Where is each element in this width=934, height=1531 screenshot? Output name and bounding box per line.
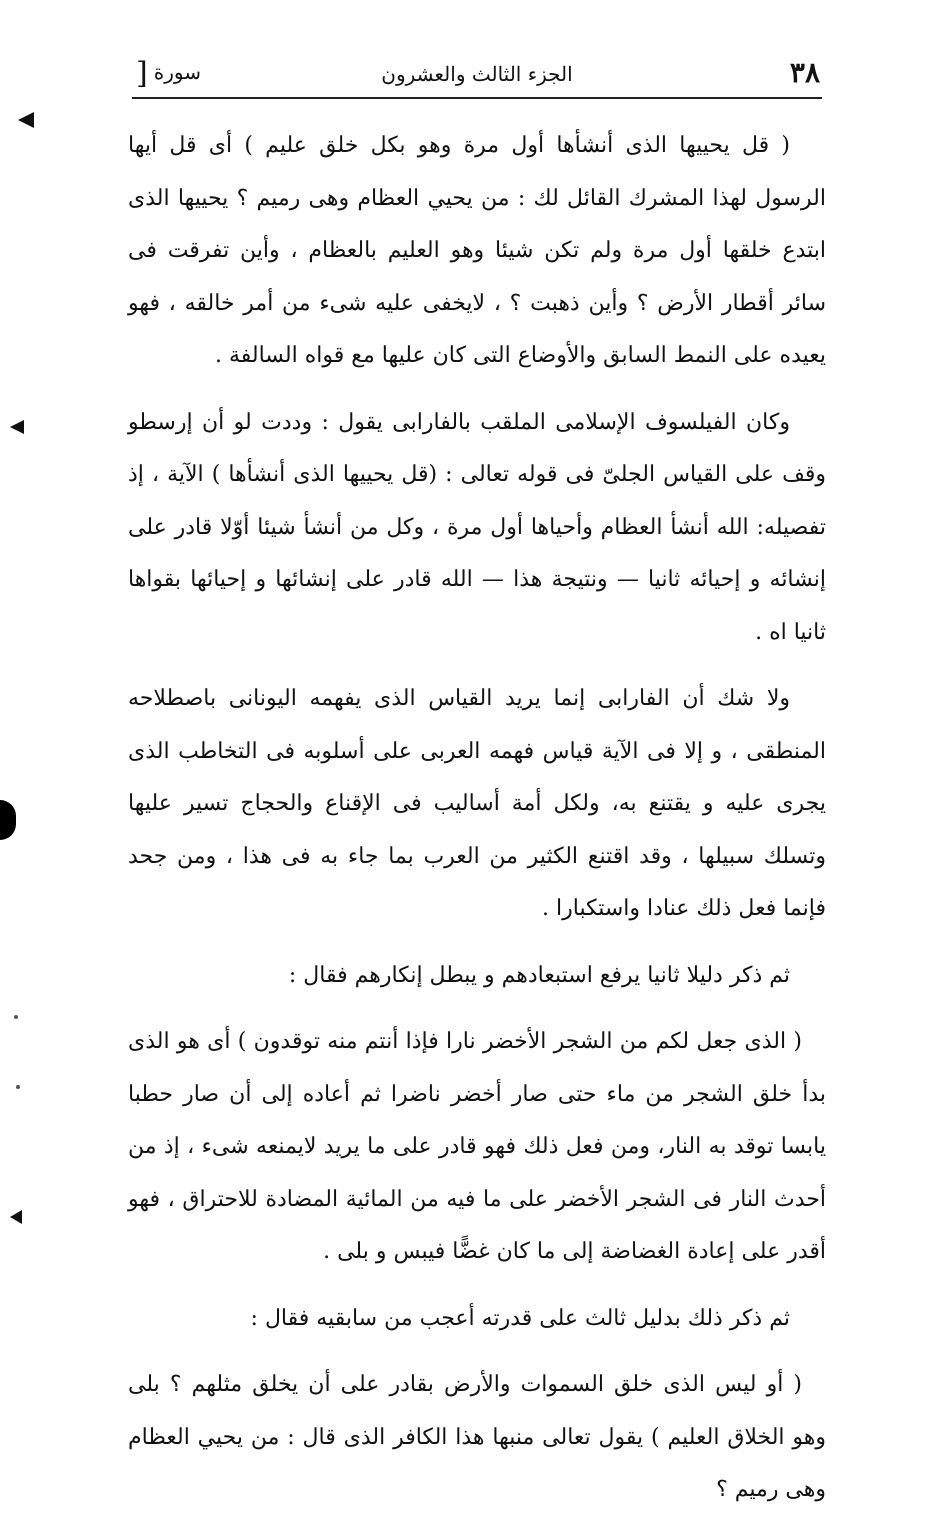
scan-mark-middle xyxy=(0,800,16,840)
running-head: الجزء الثالث والعشرون xyxy=(381,62,573,86)
paragraph-3: ولا شك أن الفارابى إنما يريد القياس الذى يفهمه اليونانى باصطلاحه المنطقى ، و إلا فى الآية قياس فهمه العربى على أسلوبه فى التخاطب الذى يجرى عليه و يقتنع به، ولكل أمة أساليب فى الإقناع والحجاج تسير عليها وتسلك سبيلها ، وقد اقتنع الكثير من العرب بما جاء به فى هذا ، ومن جحد فإنما فعل ذلك عنادا واستكبارا . xyxy=(128,686,826,921)
paragraph-7: ( أو ليس الذى خلق السموات والأرض بقادر على أن يخلق مثلهم ؟ بلى وهو الخلاق العليم ) يقول تعالى منبها هذا الكافر الذى قال : من يحيي العظام وهى رميم ؟ xyxy=(128,1372,826,1502)
paragraph-5: ( الذى جعل لكم من الشجر الأخضر نارا فإذا أنتم منه توقدون ) أى هو الذى بدأ خلق الشجر من ماء حتى صار أخضر ناضرا ثم أعاده إلى أن صار حطبا يابسا توقد به النار، ومن فعل ذلك فهو قادر على ما يريد لايمنعه شىء ، إذ من أحدث النار فى الشجر الأخضر على ما فيه من المائية المضادة للاحتراق ، فهو أقدر على إعادة الغضاضة إلى ما كان غضًّا فيبس و بلى . xyxy=(128,1029,826,1264)
page-header xyxy=(132,52,822,98)
scan-mark-upper xyxy=(10,420,24,434)
scan-speck xyxy=(16,1085,20,1089)
paragraph-2: وكان الفيلسوف الإسلامى الملقب بالفارابى يقول : وددت لو أن إرسطو وقف على القياس الجلىّ فى قوله تعالى : (قل يحييها الذى أنشأها ) الآية ، إذ تفصيله: الله أنشأ العظام وأحياها أول مرة ، وكل من أنشأ شيئا أوّلا قادر على إنشائه و إحيائه ثانيا — ونتيجة هذا — الله قادر على إنشائها و إحيائها بقواها ثانيا اه . xyxy=(128,409,826,645)
body-text xyxy=(128,120,826,1531)
surah-label xyxy=(136,55,201,91)
surah-label-text: سورة xyxy=(153,60,201,84)
paragraph-4: ثم ذكر دليلا ثانيا يرفع استبعادهم و يبطل إنكارهم فقال : xyxy=(288,962,790,988)
surah-bracket: [ xyxy=(136,55,148,91)
header-rule xyxy=(132,97,822,99)
page-number: ٣٨ xyxy=(789,56,820,89)
paragraph-6: ثم ذكر ذلك بدليل ثالث على قدرته أعجب من سابقيه فقال : xyxy=(250,1305,790,1331)
scan-speck xyxy=(14,1015,18,1019)
scan-mark-bottom xyxy=(10,1210,22,1224)
scan-mark-top xyxy=(18,112,34,128)
paragraph-1: ( قل يحييها الذى أنشأها أول مرة وهو بكل خلق عليم ) أى قل أيها الرسول لهذا المشرك القائل لك : من يحيي العظام وهى رميم ؟ يحييها الذى ابتدع خلقها أول مرة ولم تكن شيئا وهو العليم بالعظام ، وأين تفرقت فى سائر أقطار الأرض ؟ وأين ذهبت ؟ ، لايخفى عليه شىء من أمر خالقه ، فهو يعيده على النمط السابق والأوضاع التى كان عليها مع قواه السالفة . xyxy=(128,133,826,368)
